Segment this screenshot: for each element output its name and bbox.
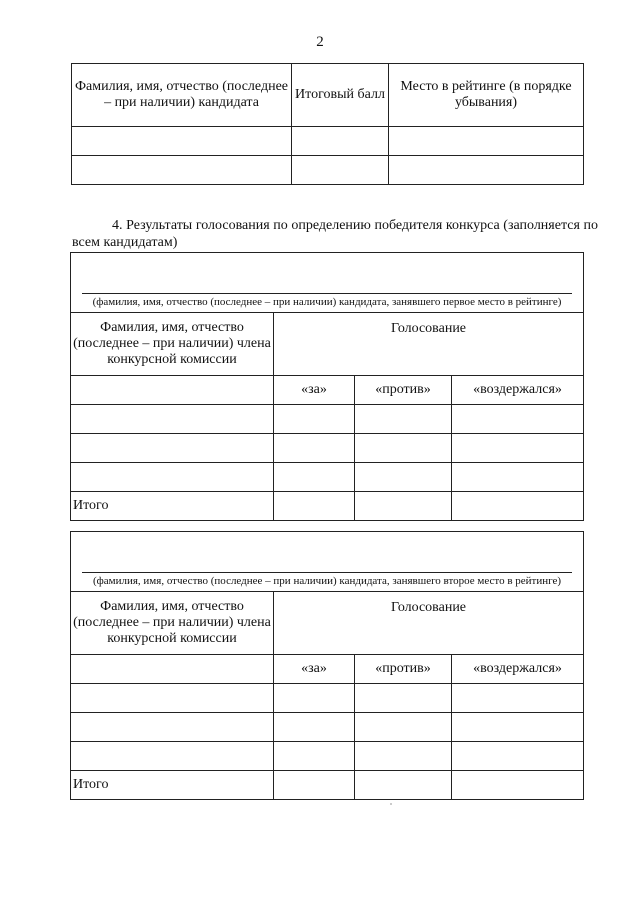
table-cell[interactable] <box>71 405 274 434</box>
option-for: «за» <box>274 655 355 684</box>
vote-table-first-place <box>70 252 584 521</box>
table-cell[interactable] <box>274 771 355 800</box>
vote-table-second-place <box>70 531 584 800</box>
table-cell[interactable] <box>274 492 355 521</box>
table-cell[interactable] <box>355 771 452 800</box>
total-row <box>71 771 584 800</box>
option-abstain: «воздержался» <box>452 376 584 405</box>
option-for: «за» <box>274 376 355 405</box>
voting-header: Голосование <box>274 313 584 376</box>
vote-header-row <box>71 313 584 376</box>
table-cell[interactable] <box>452 713 584 742</box>
table-row <box>71 742 584 771</box>
table-cell[interactable] <box>355 684 452 713</box>
option-against: «против» <box>355 376 452 405</box>
table-cell[interactable] <box>292 156 389 185</box>
table-cell[interactable] <box>274 405 355 434</box>
table-cell[interactable] <box>355 463 452 492</box>
total-label: Итого <box>71 771 274 800</box>
table-row <box>71 684 584 713</box>
table-cell[interactable] <box>452 463 584 492</box>
table-cell[interactable] <box>72 156 292 185</box>
table-row <box>71 405 584 434</box>
total-label: Итого <box>71 492 274 521</box>
page-number: 2 <box>316 34 324 50</box>
table-row <box>71 434 584 463</box>
table-cell[interactable] <box>452 684 584 713</box>
rating-header-place: Место в рейтинге (в порядке убывания) <box>389 64 584 127</box>
vote-header-row <box>71 592 584 655</box>
table-cell[interactable] <box>355 434 452 463</box>
voting-header: Голосование <box>274 592 584 655</box>
table-cell[interactable] <box>71 463 274 492</box>
candidate-caption: (фамилия, имя, отчество (последнее – при наличии) кандидата, занявшего первое место в рейтинге) <box>92 296 562 308</box>
table-cell[interactable] <box>274 742 355 771</box>
candidate-caption: (фамилия, имя, отчество (последнее – при наличии) кандидата, занявшего второе место в рейтинге) <box>92 575 562 587</box>
section-4-paragraph: 4. Результаты голосования по определению победителя конкурса (заполняется по всем кандидатам) <box>72 218 598 250</box>
table-cell[interactable] <box>389 127 584 156</box>
table-cell[interactable] <box>355 405 452 434</box>
table-cell[interactable] <box>389 156 584 185</box>
scan-speck <box>390 803 392 805</box>
table-cell[interactable] <box>71 376 274 405</box>
table-cell[interactable] <box>355 742 452 771</box>
member-header: Фамилия, имя, отчество (последнее – при наличии) члена конкурсной комиссии <box>71 592 274 655</box>
table-cell[interactable] <box>71 434 274 463</box>
table-cell[interactable] <box>292 127 389 156</box>
table-cell[interactable] <box>452 492 584 521</box>
table-row <box>71 713 584 742</box>
options-row <box>71 376 584 405</box>
table-cell[interactable] <box>452 434 584 463</box>
table-cell[interactable] <box>452 405 584 434</box>
candidate-name-field[interactable] <box>71 532 584 592</box>
total-row <box>71 492 584 521</box>
member-header: Фамилия, имя, отчество (последнее – при наличии) члена конкурсной комиссии <box>71 313 274 376</box>
table-cell[interactable] <box>355 713 452 742</box>
rating-header-score: Итоговый балл <box>292 64 389 127</box>
table-cell[interactable] <box>274 463 355 492</box>
options-row <box>71 655 584 684</box>
candidate-name-line <box>82 293 572 294</box>
option-abstain: «воздержался» <box>452 655 584 684</box>
rating-header-row <box>72 64 584 127</box>
option-against: «против» <box>355 655 452 684</box>
table-cell[interactable] <box>274 684 355 713</box>
table-row <box>72 156 584 185</box>
table-row <box>71 463 584 492</box>
candidate-row <box>71 253 584 313</box>
table-cell[interactable] <box>274 713 355 742</box>
table-cell[interactable] <box>452 742 584 771</box>
table-row <box>72 127 584 156</box>
table-cell[interactable] <box>274 434 355 463</box>
candidate-name-line <box>82 572 572 573</box>
table-cell[interactable] <box>452 771 584 800</box>
rating-table <box>71 63 584 185</box>
table-cell[interactable] <box>71 684 274 713</box>
table-cell[interactable] <box>355 492 452 521</box>
table-cell[interactable] <box>71 742 274 771</box>
candidate-row <box>71 532 584 592</box>
candidate-name-field[interactable] <box>71 253 584 313</box>
table-cell[interactable] <box>71 655 274 684</box>
table-cell[interactable] <box>72 127 292 156</box>
table-cell[interactable] <box>71 713 274 742</box>
rating-header-candidate: Фамилия, имя, отчество (последнее – при наличии) кандидата <box>72 64 292 127</box>
